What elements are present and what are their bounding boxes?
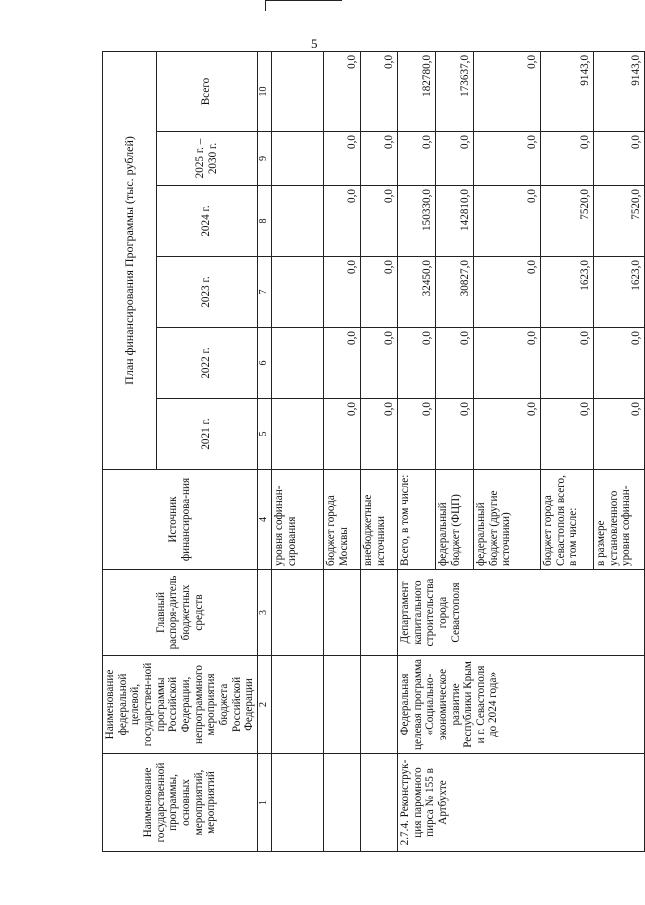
value-cell [271,132,323,186]
value-cell [271,328,323,399]
header-plan: План финансирования Программы (тыс. рублей) [103,51,157,469]
cell-empty [271,656,323,754]
value-cell: 150330,0 [397,186,435,257]
header-total: Всего [156,51,257,131]
value-cell: 0,0 [360,51,397,131]
col-number: 5 [257,399,271,470]
value-cell: 0,0 [540,328,593,399]
value-cell: 0,0 [323,328,360,399]
value-cell: 0,0 [397,132,435,186]
cell-empty [323,656,360,754]
value-cell: 0,0 [323,257,360,328]
measure-name: 2.7.4. Реконструк-ция паромного пирса № 155 в Артбухте [397,754,644,852]
header-federal-program: Наименование федеральной целевой, государствен-ной программы Российской Федерации, непрограммного мероприятия бюджета Российской Федерации [103,656,258,754]
col-number: 9 [257,132,271,186]
source-cell: Всего, в том числе: [397,470,435,570]
value-cell: 0,0 [435,399,473,470]
header-manager: Главный распоря-дитель бюджетных средств [103,570,258,656]
col-number: 6 [257,328,271,399]
value-cell: 7520,0 [593,186,644,257]
value-cell: 142810,0 [435,186,473,257]
source-cell: бюджет города Москвы [323,470,360,570]
header-year-2023: 2023 г. [156,257,257,328]
cell-empty [360,754,397,852]
cell-empty [323,754,360,852]
value-cell: 0,0 [540,132,593,186]
value-cell: 0,0 [360,186,397,257]
page-number: 5 [311,36,318,51]
col-number: 10 [257,51,271,131]
value-cell: 0,0 [473,132,540,186]
value-cell: 0,0 [397,328,435,399]
value-cell: 0,0 [540,399,593,470]
value-cell: 0,0 [593,132,644,186]
value-cell: 0,0 [473,399,540,470]
value-cell: 0,0 [435,132,473,186]
col-number: 8 [257,186,271,257]
value-cell: 0,0 [473,328,540,399]
source-cell: уровня софинан-сирования [271,470,323,570]
source-cell: внебюджетные источники [360,470,397,570]
value-cell: 0,0 [323,186,360,257]
value-cell: 0,0 [473,257,540,328]
col-number: 1 [257,754,271,852]
value-cell [271,51,323,131]
col-number: 2 [257,656,271,754]
col-number: 3 [257,570,271,656]
header-year-2025-2030: 2025 г. – 2030 г. [156,132,257,186]
value-cell: 0,0 [323,132,360,186]
value-cell: 0,0 [397,399,435,470]
cell-empty [360,570,397,656]
source-cell: бюджет города Севастополя всего, в том числе: [540,470,593,570]
value-cell: 9143,0 [593,51,644,131]
value-cell: 30827,0 [435,257,473,328]
header-year-2021: 2021 г. [156,399,257,470]
budget-manager: Департамент капитального строительства города Севастополя [397,570,644,656]
value-cell: 32450,0 [397,257,435,328]
header-source: Источник финансирова-ния [103,470,258,570]
value-cell: 0,0 [435,328,473,399]
value-cell [271,186,323,257]
value-cell: 9143,0 [540,51,593,131]
cell-empty [323,570,360,656]
value-cell: 173637,0 [435,51,473,131]
value-cell: 182780,0 [397,51,435,131]
rotated-sheet [102,52,643,852]
header-program-name: Наименование государственной программы, основных мероприятий, мероприятий [103,754,258,852]
value-cell [271,257,323,328]
cell-empty [271,570,323,656]
value-cell: 0,0 [360,328,397,399]
value-cell: 0,0 [323,399,360,470]
value-cell: 0,0 [360,132,397,186]
value-cell: 0,0 [593,328,644,399]
source-cell: в размере установленного уровня софинан- [593,470,644,570]
value-cell: 0,0 [360,399,397,470]
col-number: 4 [257,470,271,570]
col-number: 7 [257,257,271,328]
value-cell: 0,0 [473,51,540,131]
value-cell: 0,0 [473,186,540,257]
header-year-2022: 2022 г. [156,328,257,399]
source-cell: федеральный бюджет (ФЦП) [435,470,473,570]
financing-table [102,51,645,852]
value-cell: 0,0 [593,399,644,470]
value-cell: 0,0 [360,257,397,328]
value-cell: 0,0 [323,51,360,131]
value-cell: 1623,0 [593,257,644,328]
header-year-2024: 2024 г. [156,186,257,257]
federal-program-name: Федеральная целевая программа «Социально-экономическое развитие Республики Крым и г. Севастополя до 2024 года» [397,656,644,754]
value-cell: 7520,0 [540,186,593,257]
page-corner-mark [265,0,342,11]
cell-empty [271,754,323,852]
value-cell [271,399,323,470]
cell-empty [360,656,397,754]
source-cell: федеральный бюджет (другие источники) [473,470,540,570]
value-cell: 1623,0 [540,257,593,328]
